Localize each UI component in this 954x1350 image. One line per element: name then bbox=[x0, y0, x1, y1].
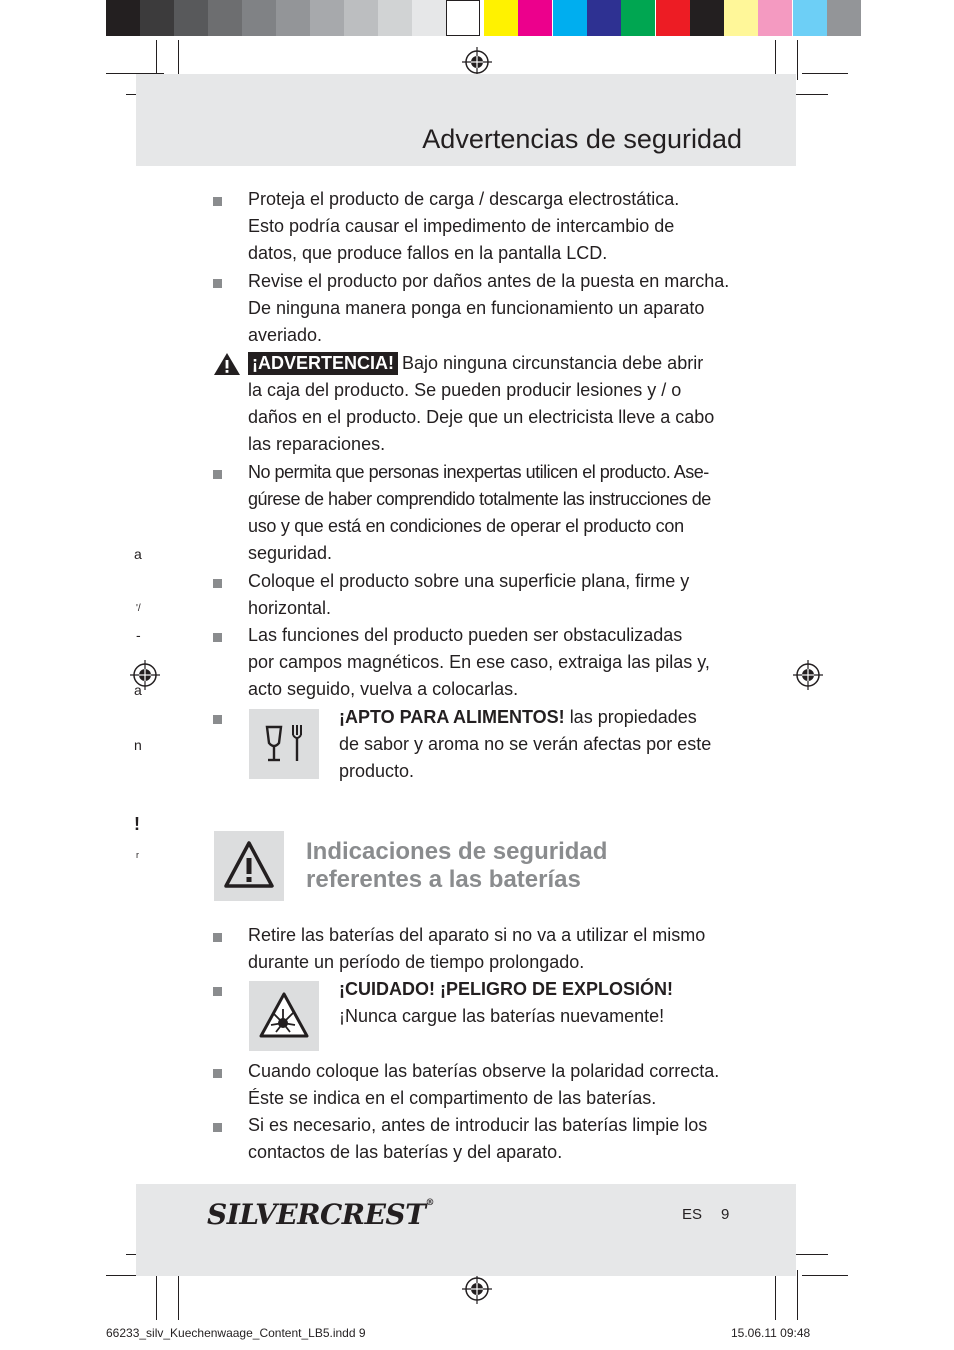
registration-mark-icon bbox=[462, 47, 492, 77]
color-swatch bbox=[208, 0, 242, 36]
adjacent-page-fragment: n bbox=[134, 737, 142, 753]
color-swatch bbox=[656, 0, 690, 36]
color-swatch bbox=[690, 0, 724, 36]
body-line: averiado. bbox=[248, 325, 323, 345]
file-slug: 66233_silv_Kuechenwaage_Content_LB5.indd 9 bbox=[106, 1326, 366, 1340]
language-code: ES bbox=[682, 1206, 703, 1223]
explosion-icon-box bbox=[249, 981, 319, 1051]
bullet-icon bbox=[213, 470, 222, 479]
section-warning-icon-box bbox=[214, 831, 284, 901]
body-line: durante un período de tiempo prolongado. bbox=[248, 952, 585, 972]
section-title: Indicaciones de seguridad bbox=[306, 838, 608, 865]
warning-label: ¡ADVERTENCIA! bbox=[248, 352, 398, 375]
crop-mark bbox=[792, 1254, 828, 1255]
color-swatch bbox=[276, 0, 310, 36]
bullet-icon bbox=[213, 633, 222, 642]
food-safe-text: las propiedades bbox=[569, 707, 697, 727]
adjacent-page-fragment: r bbox=[136, 850, 139, 860]
body-line: Proteja el producto de carga / descarga electrostática. bbox=[248, 189, 680, 209]
glass-fork-icon bbox=[249, 709, 319, 779]
bullet-icon bbox=[213, 1069, 222, 1078]
color-swatch bbox=[484, 0, 518, 36]
body-line: la caja del producto. Se pueden producir lesiones y / o bbox=[248, 380, 682, 400]
crop-mark bbox=[797, 40, 798, 80]
registration-mark-icon bbox=[793, 660, 823, 690]
adjacent-page-fragment: '/ bbox=[136, 603, 141, 614]
body-line: No permita que personas inexpertas utilicen el producto. Ase- bbox=[248, 462, 709, 482]
page-title: Advertencias de seguridad bbox=[422, 124, 742, 154]
warning-triangle-icon bbox=[213, 352, 241, 376]
color-swatch bbox=[793, 0, 827, 36]
body-line: horizontal. bbox=[248, 598, 332, 618]
body-line: de sabor y aroma no se verán afectas por este bbox=[339, 734, 712, 754]
body-line: contactos de las baterías y del aparato. bbox=[248, 1142, 563, 1162]
color-swatch bbox=[621, 0, 655, 36]
bullet-icon bbox=[213, 1123, 222, 1132]
body-line: Coloque el producto sobre una superficie plana, firme y bbox=[248, 571, 690, 591]
body-line: Las funciones del producto pueden ser obstaculizadas bbox=[248, 625, 683, 645]
body-line: Cuando coloque las baterías observe la polaridad correcta. bbox=[248, 1061, 720, 1081]
body-line: gúrese de haber comprendido totalmente las instrucciones de bbox=[248, 489, 711, 509]
color-swatch bbox=[106, 0, 140, 36]
body-line: ¡Nunca cargue las baterías nuevamente! bbox=[339, 1006, 665, 1026]
color-swatch bbox=[378, 0, 412, 36]
adjacent-page-fragment: - bbox=[136, 627, 141, 643]
body-line: De ninguna manera ponga en funcionamiento un aparato bbox=[248, 298, 705, 318]
body-line: Éste se indica en el compartimento de las baterías. bbox=[248, 1088, 657, 1108]
section-title: referentes a las baterías bbox=[306, 866, 581, 893]
crop-mark bbox=[802, 1275, 848, 1276]
body-line: por campos magnéticos. En ese caso, extraiga las pilas y, bbox=[248, 652, 710, 672]
body-line: datos, que produce fallos en la pantalla LCD. bbox=[248, 243, 608, 263]
color-swatch bbox=[412, 0, 446, 36]
color-swatch bbox=[174, 0, 208, 36]
registration-mark-icon bbox=[462, 1274, 492, 1304]
food-safe-line bbox=[339, 704, 697, 731]
body-line: acto seguido, vuelva a colocarlas. bbox=[248, 679, 519, 699]
bullet-icon bbox=[213, 197, 222, 206]
date-slug: 15.06.11 09:48 bbox=[731, 1326, 811, 1340]
body-line: Retire las baterías del aparato si no va a utilizar el mismo bbox=[248, 925, 706, 945]
body-line: Esto podría causar el impedimento de intercambio de bbox=[248, 216, 675, 236]
brand-registered-mark: ® bbox=[425, 1198, 434, 1208]
body-line: Revise el producto por daños antes de la puesta en marcha. bbox=[248, 271, 730, 291]
body-line: las reparaciones. bbox=[248, 434, 386, 454]
warning-line bbox=[248, 350, 703, 377]
bullet-icon bbox=[213, 579, 222, 588]
color-swatch bbox=[310, 0, 344, 36]
color-swatch bbox=[242, 0, 276, 36]
bullet-icon bbox=[213, 715, 222, 724]
color-swatch bbox=[587, 0, 621, 36]
adjacent-page-fragment: a bbox=[134, 682, 142, 698]
warning-text: Bajo ninguna circunstancia debe abrir bbox=[402, 353, 704, 373]
body-line: Si es necesario, antes de introducir las baterías limpie los bbox=[248, 1115, 708, 1135]
body-line: daños en el producto. Deje que un electricista lleve a cabo bbox=[248, 407, 715, 427]
color-swatch bbox=[553, 0, 587, 36]
crop-mark bbox=[178, 1270, 179, 1320]
bullet-icon bbox=[213, 279, 222, 288]
color-swatch bbox=[758, 0, 792, 36]
color-swatch bbox=[518, 0, 552, 36]
body-line: producto. bbox=[339, 761, 415, 781]
crop-mark bbox=[802, 73, 848, 74]
color-swatch bbox=[446, 0, 480, 36]
color-swatch bbox=[827, 0, 861, 36]
body-line: uso y que está en condiciones de operar el producto con bbox=[248, 516, 684, 536]
color-swatch bbox=[344, 0, 378, 36]
adjacent-page-fragment: a bbox=[134, 546, 142, 562]
bullet-icon bbox=[213, 987, 222, 996]
page-number: 9 bbox=[721, 1206, 730, 1223]
bullet-icon bbox=[213, 933, 222, 942]
food-safe-icon-box bbox=[249, 709, 319, 779]
warning-triangle-icon bbox=[214, 831, 284, 901]
brand-name: SILVERCREST bbox=[207, 1198, 426, 1231]
adjacent-page-fragment: ! bbox=[134, 814, 140, 834]
crop-mark bbox=[775, 1270, 776, 1320]
color-swatch bbox=[724, 0, 758, 36]
crop-mark bbox=[792, 94, 828, 95]
color-swatch bbox=[140, 0, 174, 36]
crop-mark bbox=[797, 1270, 798, 1320]
food-safe-label: ¡APTO PARA ALIMENTOS! bbox=[339, 707, 565, 727]
explosion-hazard-icon bbox=[249, 981, 319, 1051]
brand-logo bbox=[207, 1198, 434, 1231]
explosion-warning-label: ¡CUIDADO! ¡PELIGRO DE EXPLOSIÓN! bbox=[339, 979, 674, 999]
body-line: seguridad. bbox=[248, 543, 333, 563]
crop-mark bbox=[156, 1270, 157, 1320]
